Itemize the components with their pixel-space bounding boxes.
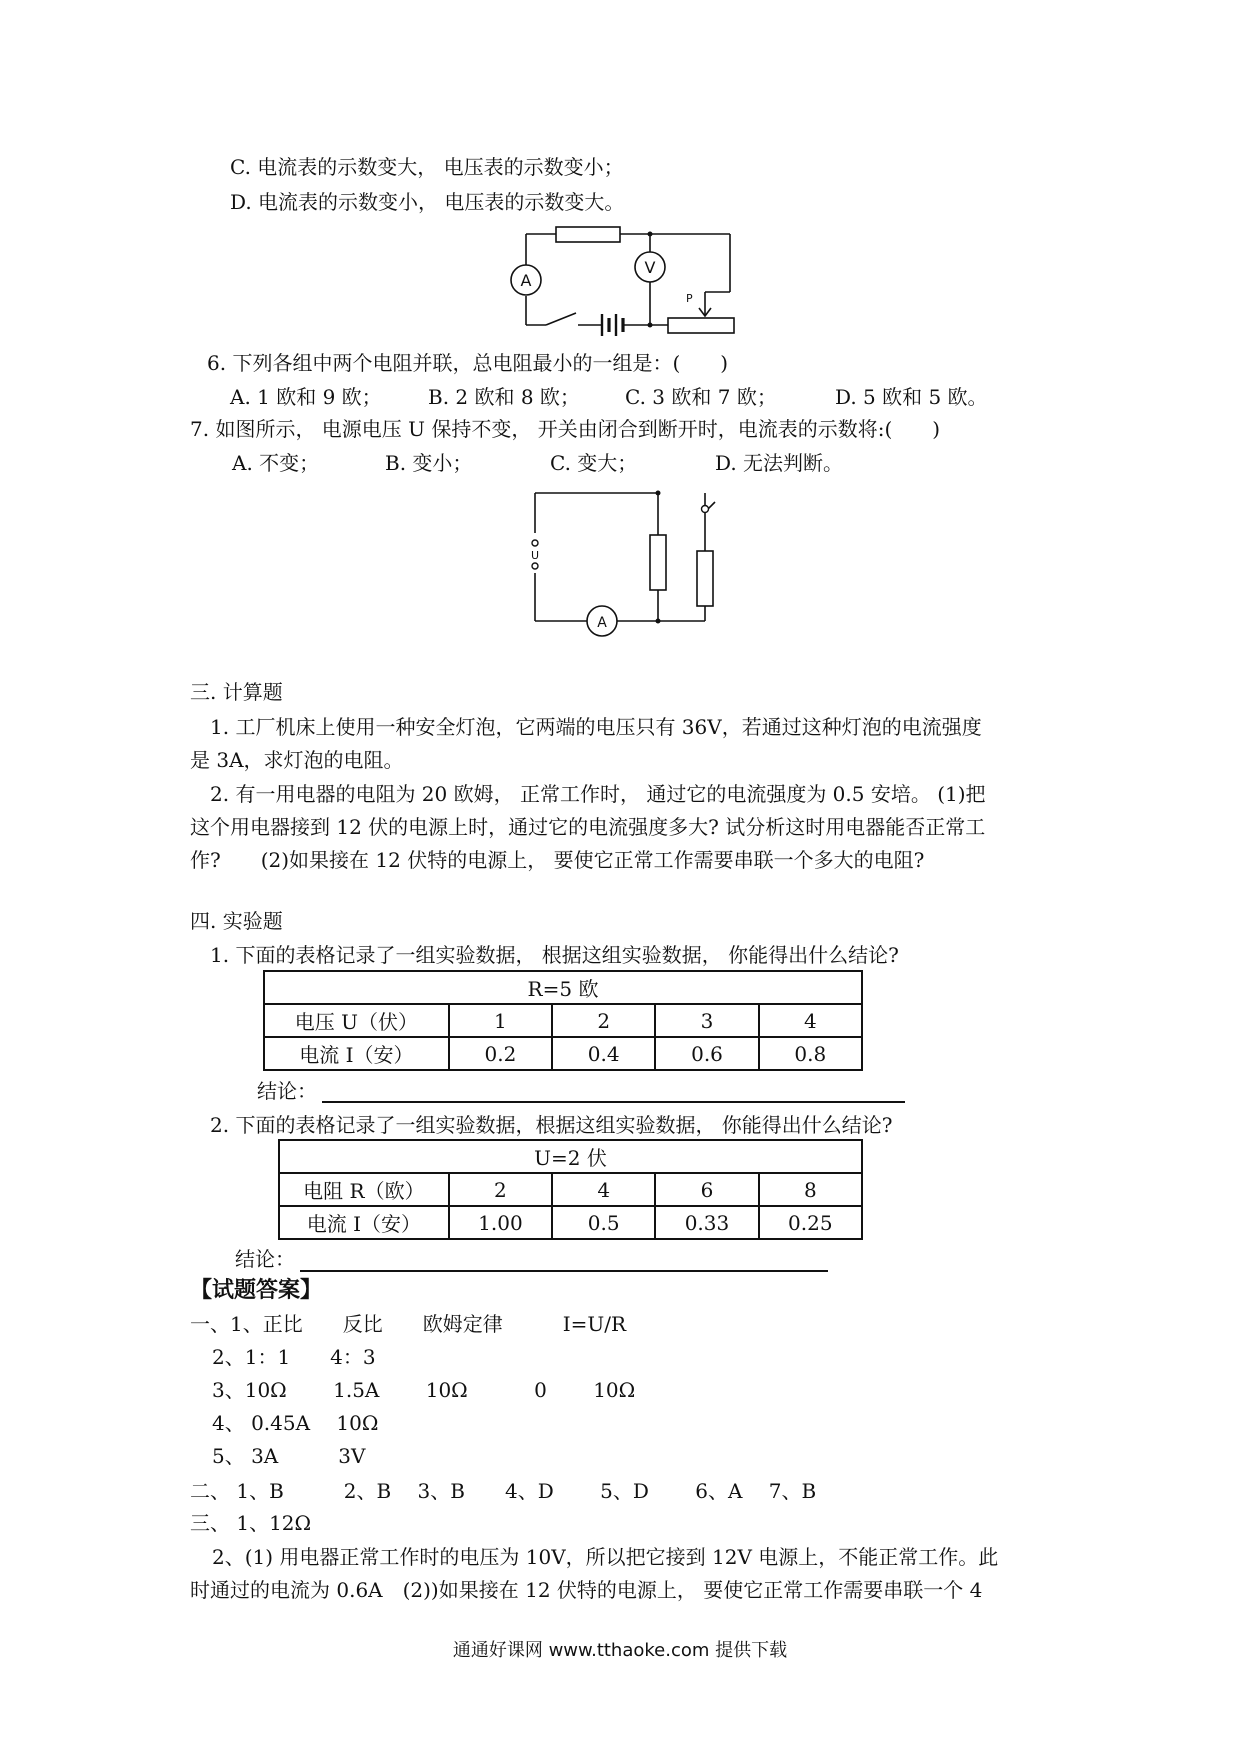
section3-q2-line2: 这个用电器接到 12 伏的电源上时，通过它的电流强度多大? 试分析这时用电器能否正常工	[190, 815, 986, 839]
table-cell: 8	[759, 1173, 862, 1206]
table-cell: 0.6	[655, 1037, 758, 1070]
q5-option-c: C. 电流表的示数变大， 电压表的示数变小；	[230, 155, 624, 179]
answer-blank	[300, 1270, 828, 1272]
q6-option-b: B. 2 欧和 8 欧；	[428, 385, 580, 409]
table-cell: 0.25	[759, 1206, 862, 1239]
conclusion-label: 结论：	[257, 1079, 317, 1103]
q6-text: 6. 下列各组中两个电阻并联，总电阻最小的一组是：( )	[207, 351, 729, 375]
q7-option-c: C. 变大；	[550, 451, 638, 475]
answer-line: 二、 1、B 2、B 3、B 4、D 5、D 6、A 7、B	[190, 1479, 817, 1503]
table-cell: 电阻 R（欧）	[279, 1173, 449, 1206]
table-cell: 0.8	[759, 1037, 862, 1070]
q7-text: 7. 如图所示， 电源电压 U 保持不变， 开关由闭合到断开时，电流表的示数将:( )	[190, 417, 941, 441]
table-cell: 3	[655, 1004, 758, 1037]
table1-header: R=5 欧	[264, 971, 862, 1004]
table-cell: 1	[449, 1004, 552, 1037]
ammeter-label: A	[597, 615, 607, 631]
circuit-diagram-2	[525, 488, 725, 631]
q7-option-d: D. 无法判断。	[715, 451, 844, 475]
circuit-diagram-1	[500, 220, 750, 340]
source-label: U	[530, 549, 540, 562]
table-cell: 电压 U（伏）	[264, 1004, 449, 1037]
data-table-2	[278, 1139, 863, 1240]
answer-line: 3、10Ω 1.5A 10Ω 0 10Ω	[212, 1378, 636, 1402]
q7-option-b: B. 变小；	[385, 451, 473, 475]
section4-q1: 1. 下面的表格记录了一组实验数据， 根据这组实验数据， 你能得出什么结论?	[210, 943, 899, 967]
answer-line: 5、 3A 3V	[212, 1444, 366, 1468]
answer-blank	[322, 1101, 905, 1103]
table-cell: 电流 I（安）	[279, 1206, 449, 1239]
terminal-icon	[532, 563, 538, 569]
section3-heading: 三. 计算题	[190, 680, 283, 704]
table2-header: U=2 伏	[279, 1140, 862, 1173]
table-cell: 0.33	[655, 1206, 758, 1239]
data-table-1	[263, 970, 863, 1071]
answer-line: 2、(1) 用电器正常工作时的电压为 10V，所以把它接到 12V 电源上，不能正常工作。此	[212, 1545, 999, 1569]
conclusion-label: 结论：	[235, 1247, 295, 1271]
q6-option-c: C. 3 欧和 7 欧；	[625, 385, 777, 409]
answer-line: 2、1：1 4：3	[212, 1345, 376, 1369]
answers-title: 【试题答案】	[190, 1277, 323, 1303]
table-cell: 6	[655, 1173, 758, 1206]
answer-line: 时通过的电流为 0.6A (2))如果接在 12 伏特的电源上， 要使它正常工作需要串联一个 4	[190, 1578, 983, 1602]
section4-heading: 四. 实验题	[190, 909, 283, 933]
q6-option-d: D. 5 欧和 5 欧。	[835, 385, 988, 409]
table-cell: 4	[552, 1173, 655, 1206]
table-cell: 2	[552, 1004, 655, 1037]
table-cell: 1.00	[449, 1206, 552, 1239]
section3-q2-line3: 作? (2)如果接在 12 伏特的电源上， 要使它正常工作需要串联一个多大的电阻?	[190, 848, 925, 872]
table-cell: 0.2	[449, 1037, 552, 1070]
ammeter-label: A	[520, 271, 532, 290]
section3-q2-line1: 2. 有一用电器的电阻为 20 欧姆， 正常工作时， 通过它的电流强度为 0.5 安培。 (1)把	[210, 782, 986, 806]
section3-q1-line2: 是 3A，求灯泡的电阻。	[190, 748, 404, 772]
section3-q1-line1: 1. 工厂机床上使用一种安全灯泡，它两端的电压只有 36V，若通过这种灯泡的电流强度	[210, 715, 982, 739]
q6-option-a: A. 1 欧和 9 欧；	[230, 385, 382, 409]
page-footer: 通通好课网 www.tthaoke.com 提供下载	[452, 1640, 788, 1661]
slider-label: P	[686, 292, 693, 305]
table-cell: 电流 I（安）	[264, 1037, 449, 1070]
section4-q2: 2. 下面的表格记录了一组实验数据，根据这组实验数据， 你能得出什么结论?	[210, 1113, 893, 1137]
table-cell: 0.4	[552, 1037, 655, 1070]
answer-line: 一、1、正比 反比 欧姆定律 I=U/R	[190, 1312, 627, 1336]
table-cell: 0.5	[552, 1206, 655, 1239]
answer-line: 三、 1、12Ω	[190, 1511, 312, 1535]
voltmeter-label: V	[644, 258, 656, 277]
q5-option-d: D. 电流表的示数变小， 电压表的示数变大。	[230, 190, 625, 214]
q7-option-a: A. 不变；	[232, 451, 320, 475]
table-cell: 4	[759, 1004, 862, 1037]
table-cell: 2	[449, 1173, 552, 1206]
answer-line: 4、 0.45A 10Ω	[212, 1411, 379, 1435]
terminal-icon	[532, 540, 538, 546]
